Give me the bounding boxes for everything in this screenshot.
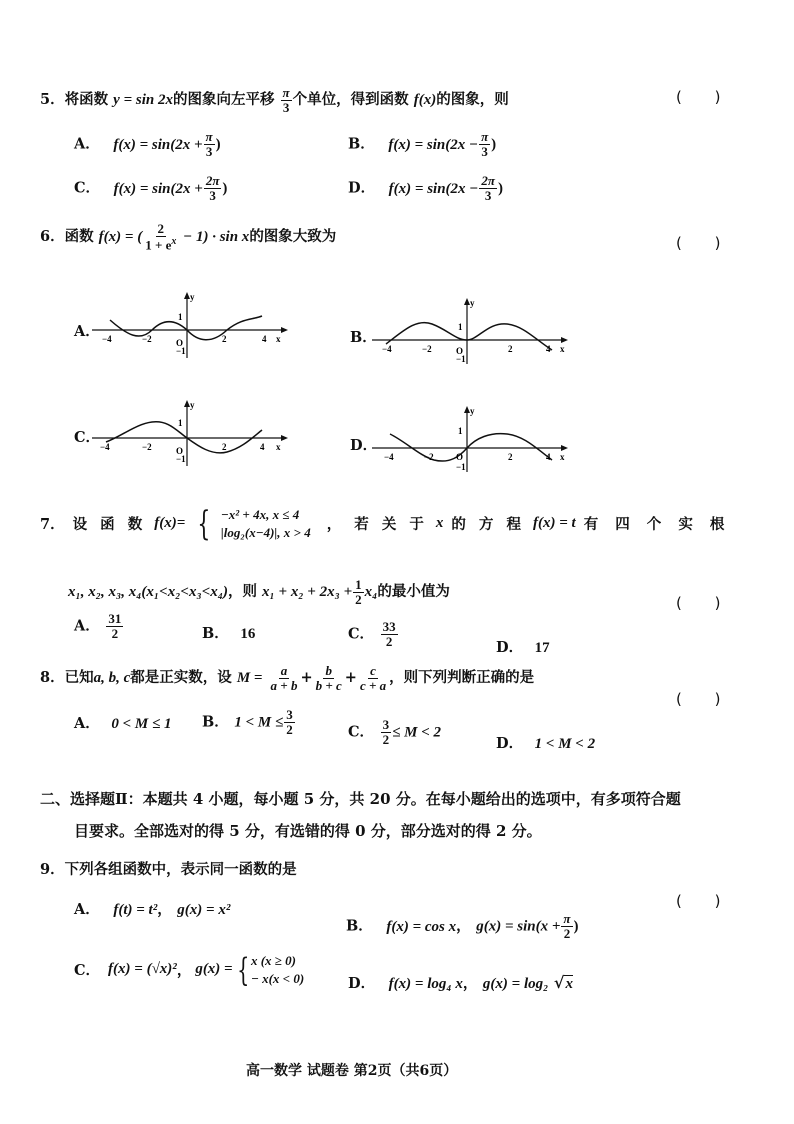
graph-c-neg2: −2	[142, 442, 152, 452]
graph-d-four: 4	[546, 452, 551, 462]
q8-answer-paren: ( )	[676, 690, 735, 708]
graph-a-neg-one: −1	[176, 346, 186, 356]
graph-b-two: 2	[508, 344, 513, 354]
q7-option-b: B． 16	[202, 625, 256, 642]
graph-a-four: 4	[262, 334, 267, 344]
q7-option-d: D． 17	[496, 639, 550, 656]
graph-c-y-label: y	[190, 400, 195, 410]
q6-option-d-label: D．	[350, 437, 378, 454]
q8-option-c: C． $\frac{3}{2}$ ≤ M < 2	[348, 717, 441, 747]
graph-d-y-label: y	[470, 406, 475, 416]
graph-a-y-label: y	[190, 292, 195, 302]
graph-c-two: 2	[222, 442, 227, 452]
graph-c-neg4: −4	[100, 442, 110, 452]
graph-a-neg2: −2	[142, 334, 152, 344]
q6-graph-c	[92, 398, 292, 468]
graph-a-origin: O	[176, 338, 184, 348]
q6-graph-d	[372, 404, 572, 474]
graph-d-neg2: −2	[424, 452, 434, 462]
graph-c-x-label: x	[276, 442, 281, 452]
q6-graph-b	[372, 296, 572, 366]
q8-option-a: A． 0 < M ≤ 1	[74, 715, 172, 732]
q7-answer-paren: ( )	[676, 594, 735, 612]
q6-option-b-label: B．	[350, 329, 377, 346]
graph-c-four: 4	[260, 442, 265, 452]
graph-c-one: 1	[178, 418, 183, 428]
q6-answer-paren: ( )	[676, 234, 735, 252]
q7-stem-line2: x₁, x₂, x₃, x₄(x₁<x₂<x₃<x₄)，则 x₁ + x₂ + 2x₃ + $\frac{1}{2}$ x₄的最小值为	[68, 577, 450, 607]
section2-heading-line1: 二、选择题Ⅱ：本题共 4 小题，每小题 5 分，共 20 分。在每小题给出的选项中，有多项符合题	[40, 790, 681, 808]
q7-option-a: A． $\frac{31}{2}$	[74, 611, 122, 641]
q9-option-c: C． f(x) = (√x)² ， g(x) = { x (x ≥ 0) − x(x < 0)	[74, 950, 305, 989]
q7-option-c: C． $\frac{33}{2}$	[348, 619, 396, 649]
graph-b-neg2: −2	[422, 344, 432, 354]
graph-d-neg4: −4	[384, 452, 394, 462]
section2-heading-line2: 目要求。全部选对的得 5 分，有选错的得 0 分，部分选对的得 2 分。	[74, 822, 542, 840]
graph-d-two: 2	[508, 452, 513, 462]
q9-option-b: B． f(x) = cos x， g(x) = sin(x + $\frac{\pi}{2}$ )	[346, 911, 579, 941]
graph-b-neg-one: −1	[456, 354, 466, 364]
graph-b-x-label: x	[560, 344, 565, 354]
q9-answer-paren: ( )	[676, 892, 735, 910]
graph-b-origin: O	[456, 346, 464, 356]
q8-option-b: B． 1 < M ≤ $\frac{3}{2}$	[202, 707, 293, 737]
q6-option-c-label: C．	[74, 429, 101, 446]
q9-option-d: D． f(x) = log₄ x， g(x) = log₂ √x	[348, 973, 573, 992]
graph-d-one: 1	[458, 426, 463, 436]
q5-option-b: B． f(x) = sin(2x − $\frac{\pi}{3}$ )	[348, 129, 497, 159]
graph-a-neg4: −4	[102, 334, 112, 344]
q8-stem: 8．已知a, b, c都是正实数，设 M = $\frac{a}{a + b}$ + $\frac{b}{b + c}$ + $\frac{c}{c + a}$ ，则下列判断正确的是	[40, 663, 535, 693]
graph-d-x-label: x	[560, 452, 565, 462]
graph-c-origin: O	[176, 446, 184, 456]
graph-a-two: 2	[222, 334, 227, 344]
graph-a-one: 1	[178, 312, 183, 322]
q6-graph-a	[92, 290, 292, 360]
graph-d-origin: O	[456, 452, 464, 462]
q8-option-d: D． 1 < M < 2	[496, 735, 596, 752]
graph-b-one: 1	[458, 322, 463, 332]
q6-stem: 6．函数 f(x) = ( $\frac{2}{1 + e^x}$ − 1) · sin x的图象大致为	[40, 221, 337, 252]
graph-a-x-label: x	[276, 334, 281, 344]
graph-b-neg4: −4	[382, 344, 392, 354]
q5-option-d: D． f(x) = sin(2x − $\frac{2\pi}{3}$ )	[348, 173, 503, 203]
q5-answer-paren: ( )	[676, 88, 735, 106]
q5-option-c: C． f(x) = sin(2x + $\frac{2\pi}{3}$ )	[74, 173, 228, 203]
graph-b-y-label: y	[470, 298, 475, 308]
q7-stem: 7． 设 函 数 f(x)= { −x² + 4x, x ≤ 4 |log₂(x−4)|, x > 4 ， 若 关 于 x 的 方 程 f(x) = t 有 四 个 实 根	[40, 503, 731, 544]
q5-option-a: A． f(x) = sin(2x + $\frac{\pi}{3}$ )	[74, 129, 221, 159]
q9-stem: 9．下列各组函数中，表示同一函数的是	[40, 861, 297, 878]
q6-option-a-label: A．	[74, 323, 100, 340]
page-footer: 高一数学 试题卷 第2页（共6页）	[246, 1063, 458, 1079]
graph-d-neg-one: −1	[456, 462, 466, 472]
graph-b-four: 4	[546, 344, 551, 354]
q5-stem: 5．将函数 y = sin 2x的图象向左平移 $\frac{\pi}{3}$ 个单位，得到函数 f(x)的图象，则	[40, 85, 509, 115]
q9-option-a: A． f(t) = t²， g(x) = x²	[74, 901, 231, 918]
graph-c-neg-one: −1	[176, 454, 186, 464]
